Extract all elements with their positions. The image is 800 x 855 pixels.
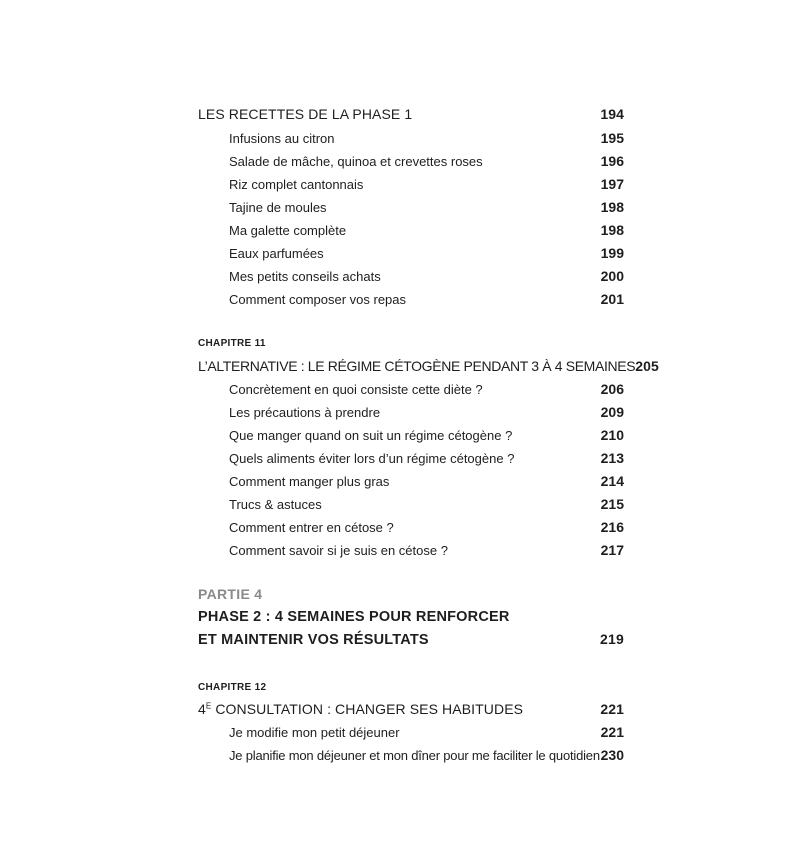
toc-entry-page: 221: [600, 724, 624, 740]
toc-entry-label: Que manger quand on suit un régime cétogène ?: [229, 428, 513, 443]
toc-entry[interactable]: [198, 291, 624, 307]
toc-entry[interactable]: [198, 153, 624, 169]
toc-entry-label: Comment manger plus gras: [229, 474, 390, 489]
toc-entry[interactable]: [198, 496, 624, 512]
toc-entry-page: 210: [600, 427, 624, 443]
toc-entry-page: 221: [600, 701, 624, 717]
toc-entry-page: 201: [600, 291, 624, 307]
part-label: PARTIE 4: [198, 586, 263, 602]
toc-entry-label: Mes petits conseils achats: [229, 269, 381, 284]
toc-entry-page: 216: [600, 519, 624, 535]
toc-entry-label: Tajine de moules: [229, 200, 327, 215]
toc-entry-page: 195: [600, 130, 624, 146]
consultation-title: CONSULTATION : CHANGER SES HABITUDES: [211, 701, 524, 717]
toc-entry-label: Quels aliments éviter lors d’un régime cétogène ?: [229, 451, 515, 466]
toc-entry-page: 194: [600, 106, 624, 122]
toc-entry-label: Eaux parfumées: [229, 246, 324, 261]
toc-entry-page: 209: [600, 404, 624, 420]
part-title-line-2: ET MAINTENIR VOS RÉSULTATS: [198, 632, 429, 648]
toc-entry-label: Concrètement en quoi consiste cette diète ?: [229, 382, 483, 397]
toc-entry[interactable]: [198, 199, 624, 215]
toc-entry-page: 198: [600, 199, 624, 215]
toc-entry-label: Je modifie mon petit déjeuner: [229, 725, 400, 740]
toc-entry-page: 206: [600, 381, 624, 397]
toc-entry-page: 200: [600, 268, 624, 284]
toc-entry-page: 214: [600, 473, 624, 489]
toc-entry-label: Comment composer vos repas: [229, 292, 407, 307]
chapter-label: CHAPITRE 11: [198, 338, 266, 349]
toc-entry[interactable]: [198, 222, 624, 238]
toc-entry[interactable]: [198, 176, 624, 192]
toc-entry-label: Trucs & astuces: [229, 497, 322, 512]
toc-entry[interactable]: [198, 381, 624, 397]
toc-entry-page: 215: [600, 496, 624, 512]
toc-entry-page: 198: [600, 222, 624, 238]
toc-entry-page: 213: [600, 450, 624, 466]
toc-entry[interactable]: [198, 268, 624, 284]
toc-entry-label: Les précautions à prendre: [229, 405, 381, 420]
toc-entry-label: Comment entrer en cétose ?: [229, 520, 394, 535]
ordinal-suffix: E: [205, 701, 212, 711]
toc-entry[interactable]: [198, 542, 624, 558]
toc-entry-label: [198, 701, 523, 717]
toc-entry-label: Comment savoir si je suis en cétose ?: [229, 543, 448, 558]
toc-heading-chapter-12[interactable]: [198, 701, 624, 717]
toc-entry[interactable]: [198, 404, 624, 420]
toc-entry-page: 230: [600, 747, 624, 763]
toc-heading-chapter-11[interactable]: [198, 358, 659, 374]
toc-heading-recettes-phase-1[interactable]: [198, 106, 624, 122]
toc-entry[interactable]: [198, 519, 624, 535]
toc-entry[interactable]: [198, 130, 624, 146]
toc-entry-label: Riz complet cantonnais: [229, 177, 364, 192]
toc-entry-label: Je planifie mon déjeuner et mon dîner pour me faciliter le quotidien: [229, 748, 600, 763]
toc-entry-label: Salade de mâche, quinoa et crevettes roses: [229, 154, 483, 169]
toc-entry[interactable]: [198, 427, 624, 443]
chapter-label: CHAPITRE 12: [198, 682, 267, 693]
toc-entry[interactable]: [198, 450, 624, 466]
toc-entry-page: 205: [635, 358, 659, 374]
toc-entry[interactable]: [198, 473, 624, 489]
toc-entry-label: Infusions au citron: [229, 131, 335, 146]
toc-entry-page: 197: [600, 176, 624, 192]
toc-entry-page: 219: [600, 631, 624, 647]
toc-entry-page: 199: [600, 245, 624, 261]
toc-entry-label: L’ALTERNATIVE : LE RÉGIME CÉTOGÈNE PENDANT 3 À 4 SEMAINES: [198, 358, 636, 374]
consultation-number: 4: [198, 701, 206, 717]
toc-entry-label: Ma galette complète: [229, 223, 347, 238]
toc-entry-page: 217: [600, 542, 624, 558]
toc-entry[interactable]: [198, 245, 624, 261]
toc-entry-page: 196: [600, 153, 624, 169]
toc-entry[interactable]: [198, 747, 624, 763]
toc-entry[interactable]: [198, 724, 624, 740]
toc-entry-label: LES RECETTES DE LA PHASE 1: [198, 106, 413, 122]
part-title-line-1[interactable]: PHASE 2 : 4 SEMAINES POUR RENFORCER: [198, 609, 510, 625]
toc-heading-part-4[interactable]: [198, 631, 624, 648]
